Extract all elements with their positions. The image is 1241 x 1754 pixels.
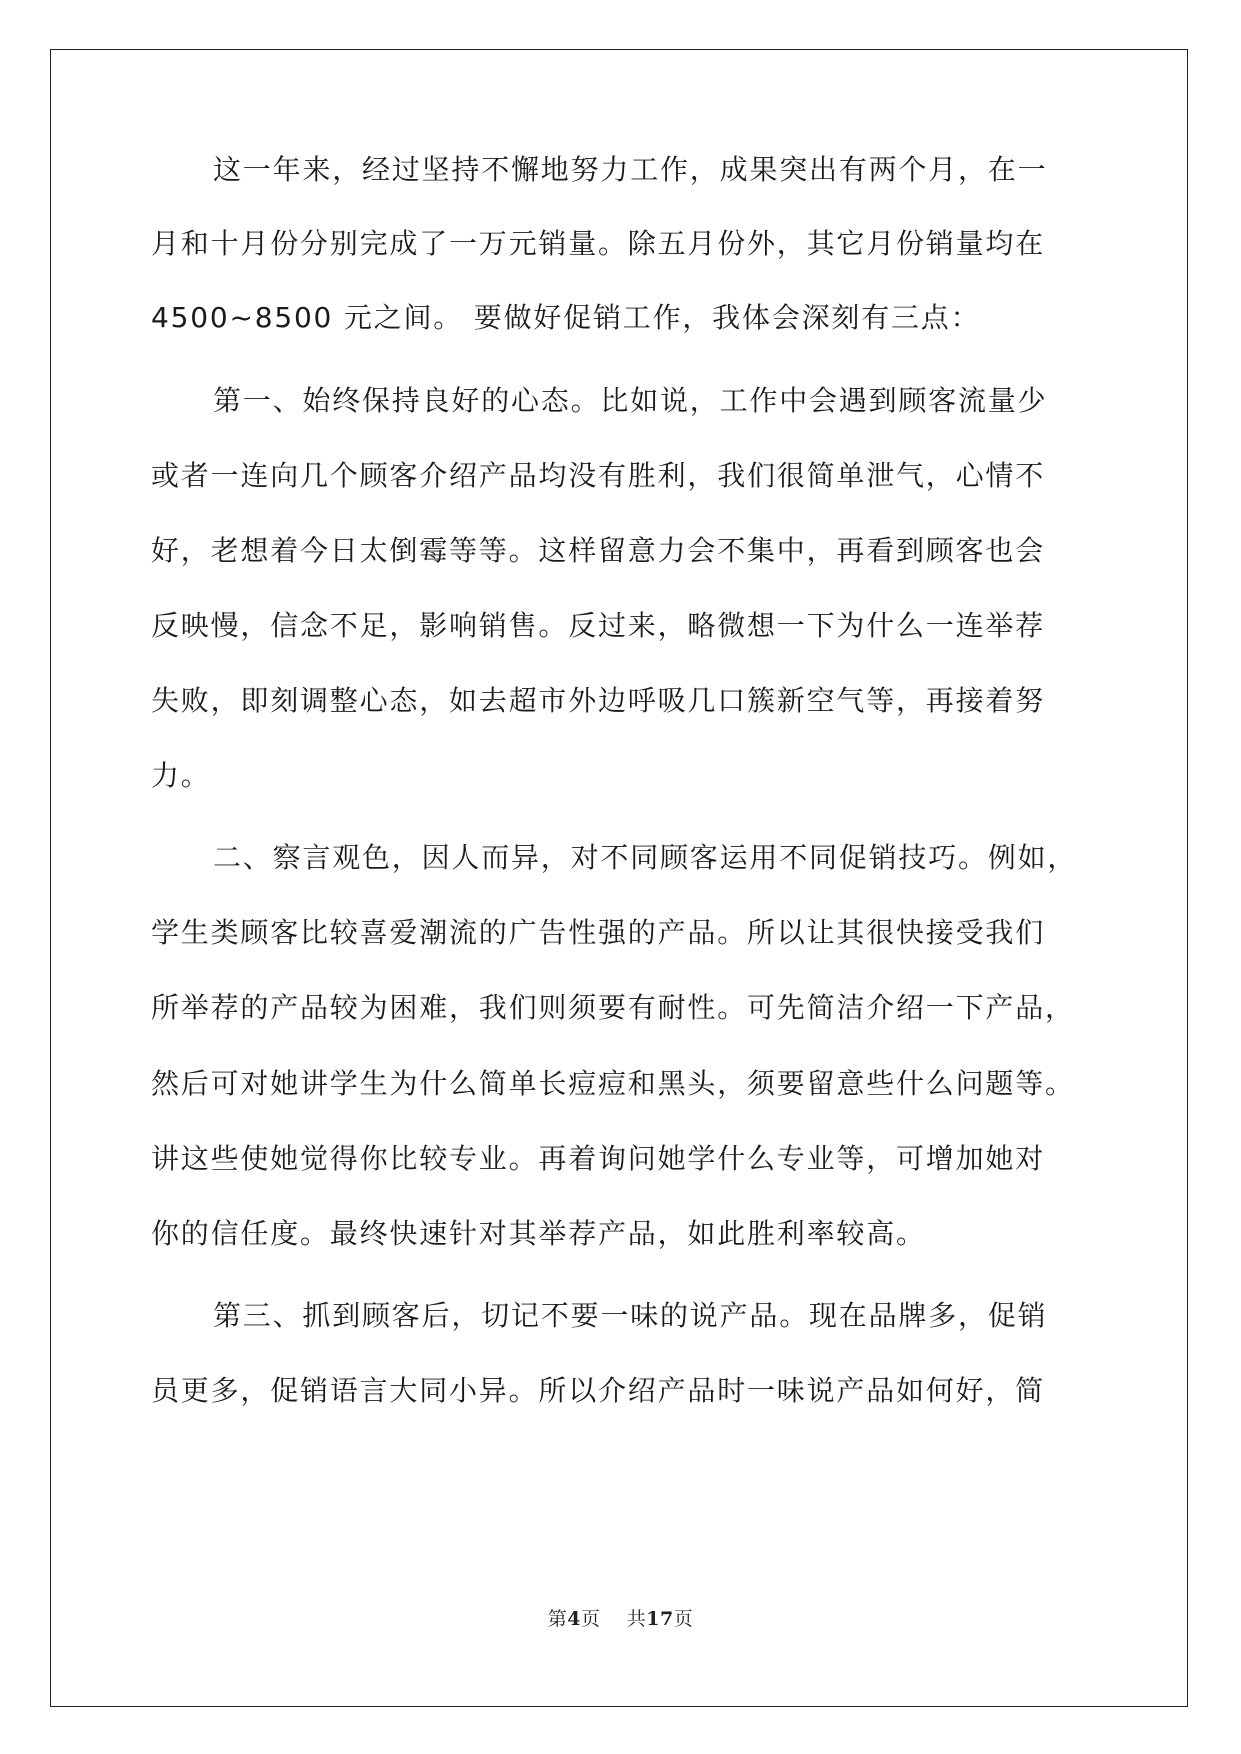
text-line: 这一年来，经过坚持不懈地努力工作，成果突出有两个月，在一 [213,153,1048,186]
text-line: 力。 [151,759,211,792]
total-pages: 17 [646,1608,674,1630]
text-line: 第一、始终保持良好的心态。比如说，工作中会遇到顾客流量少 [213,384,1048,417]
text-line: 所举荐的产品较为困难，我们则须要有耐性。可先简洁介绍一下产品， [151,991,1075,1024]
total-prefix: 共 [626,1608,647,1630]
text-line: 月和十月份分别完成了一万元销量。除五月份外，其它月份销量均在 [151,227,1046,260]
text-line: 反映慢，信念不足，影响销售。反过来，略微想一下为什么一连举荐 [151,609,1046,642]
text-line: 然后可对她讲学生为什么简单长痘痘和黑头，须要留意些什么问题等。 [151,1067,1075,1100]
text-line: 第三、抓到顾客后，切记不要一味的说产品。现在品牌多，促销 [213,1299,1048,1332]
text-line: 二、察言观色，因人而异，对不同顾客运用不同促销技巧。例如， [213,841,1078,874]
page-suffix: 页 [581,1608,601,1630]
page-footer [0,1604,1241,1631]
text-line: 4500~8500 元之间。 要做好促销工作，我体会深刻有三点： [151,301,981,334]
total-suffix: 页 [673,1608,694,1630]
text-line: 好，老想着今日太倒霉等等。这样留意力会不集中，再看到顾客也会 [151,534,1046,567]
text-line: 员更多，促销语言大同小异。所以介绍产品时一味说产品如何好，简 [151,1374,1046,1407]
text-line: 或者一连向几个顾客介绍产品均没有胜利，我们很简单泄气，心情不 [151,459,1046,492]
text-line: 讲这些使她觉得你比较专业。再着询问她学什么专业等，可增加她对 [151,1142,1046,1175]
text-line: 你的信任度。最终快速针对其举荐产品，如此胜利率较高。 [151,1217,926,1250]
text-line: 学生类顾客比较喜爱潮流的广告性强的产品。所以让其很快接受我们 [151,916,1046,949]
page-number: 4 [567,1608,582,1630]
page-prefix: 第 [547,1608,568,1630]
text-line: 失败，即刻调整心态，如去超市外边呼吸几口簇新空气等，再接着努 [151,684,1046,717]
